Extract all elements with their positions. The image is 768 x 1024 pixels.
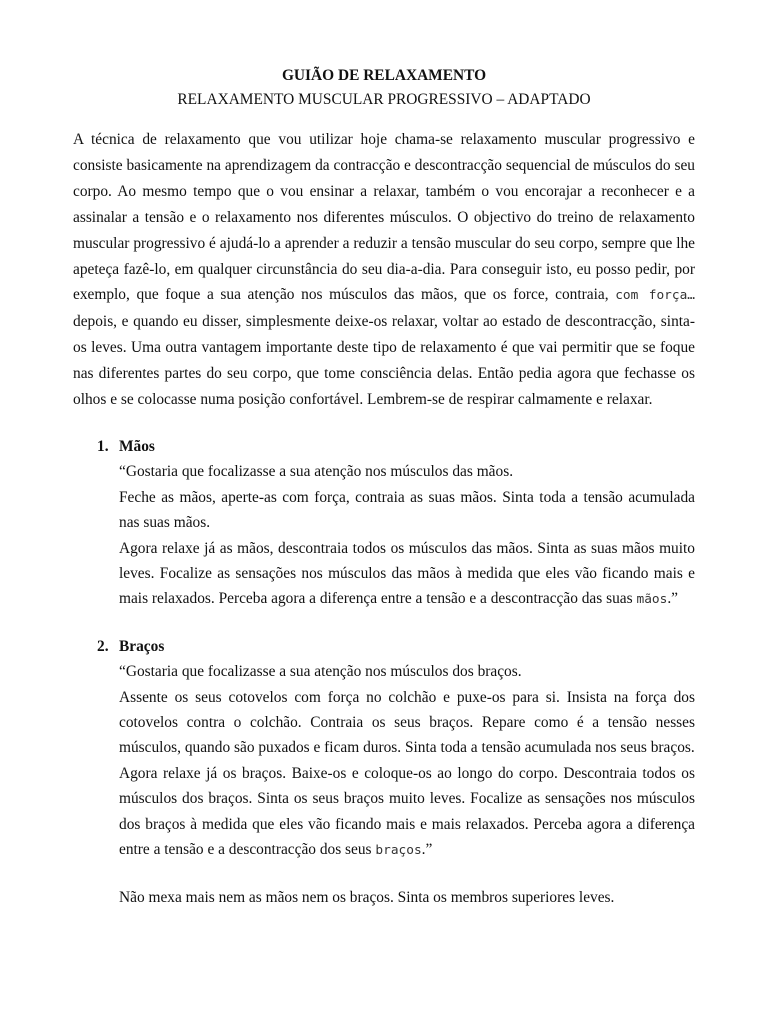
section-line-end: .” [667,590,678,608]
document-title: GUIÃO DE RELAXAMENTO [281,67,487,84]
closing-line: Não mexa mais nem as mãos nem os braços. Sinta os membros superiores leves. [119,889,615,907]
section-line-end: .” [421,841,433,859]
section-mono-text: braços [375,843,422,859]
intro-paragraph [73,127,695,413]
section-line [119,536,695,613]
section-heading [97,434,695,459]
section-mono-text: mãos [636,592,668,608]
section-line: “Gostaria que focalizasse a sua atenção nos músculos das mãos. [119,463,514,481]
section-bracos [73,634,695,864]
document-page [73,64,695,911]
section-maos [73,434,695,613]
section-number: 2. [97,637,109,655]
section-line: “Gostaria que focalizasse a sua atenção nos músculos dos braços. [119,663,522,681]
section-body [119,659,695,863]
section-body [119,459,695,612]
section-title: Braços [119,637,165,655]
document-subtitle: RELAXAMENTO MUSCULAR PROGRESSIVO – ADAPTADO [177,91,591,108]
section-number: 1. [97,437,109,455]
section-title: Mãos [119,437,155,455]
section-line: Feche as mãos, aperte-as com força, contraia as suas mãos. Sinta toda a tensão acumulada nas suas mãos. [119,488,695,532]
section-heading [97,634,695,659]
section-line [119,761,695,864]
intro-mono-text: com força… [615,288,695,304]
section-line: Assente os seus cotovelos com força no colchão e puxe-os para si. Insista na força dos cotovelos contra o colchão. Contraia os seus braços. Repare como é a tensão nesses músculos, quando são puxados e ficam duros. Sinta toda a tensão acumulada nos seus braços. [119,688,695,757]
intro-text-part1: A técnica de relaxamento que vou utilizar hoje chama-se relaxamento muscular progressivo e consiste basicamente na aprendizagem da contracção e descontracção sequencial de músculos do seu corpo. Ao mesmo tempo que o vou ensinar a relaxar, também o vou encorajar a reconhecer e a assinalar a tensão e o relaxamento nos diferentes músculos. O objectivo do treino de relaxamento muscular progressivo é ajudá-lo a aprender a reduzir a tensão muscular do seu corpo, sempre que lhe apeteça fazê-lo, em qualquer circunstância do seu dia-a-dia. Para conseguir isto, eu posso pedir, por exemplo, que foque a sua atenção nos músculos das mãos, que os force, contraia, [73,131,695,304]
section-line-text: Agora relaxe já os braços. Baixe-os e coloque-os ao longo do corpo. Descontraia todos os músculos dos braços. Sinta os seus braços muito leves. Focalize as sensações nos músculos dos braços à medida que eles vão ficando mais e mais relaxados. Perceba agora a diferença entre a tensão e a descontracção dos seus [119,764,695,859]
intro-text-part2: depois, e quando eu disser, simplesmente deixe-os relaxar, voltar ao estado de descontracção, sinta-os leves. Uma outra vantagem importante deste tipo de relaxamento é que vai permitir que se foque nas diferentes partes do seu corpo, que tome consciência delas. Então pedia agora que fechasse os olhos e se colocasse numa posição confortável. Lembrem-se de respirar calmamente e relaxar. [73,313,695,409]
section-line-text: Agora relaxe já as mãos, descontraia todos os músculos das mãos. Sinta as suas mãos muito leves. Focalize as sensações nos músculos das mãos à medida que eles vão ficando mais e mais relaxados. Perceba agora a diferença entre a tensão e a descontracção das suas [119,539,695,608]
